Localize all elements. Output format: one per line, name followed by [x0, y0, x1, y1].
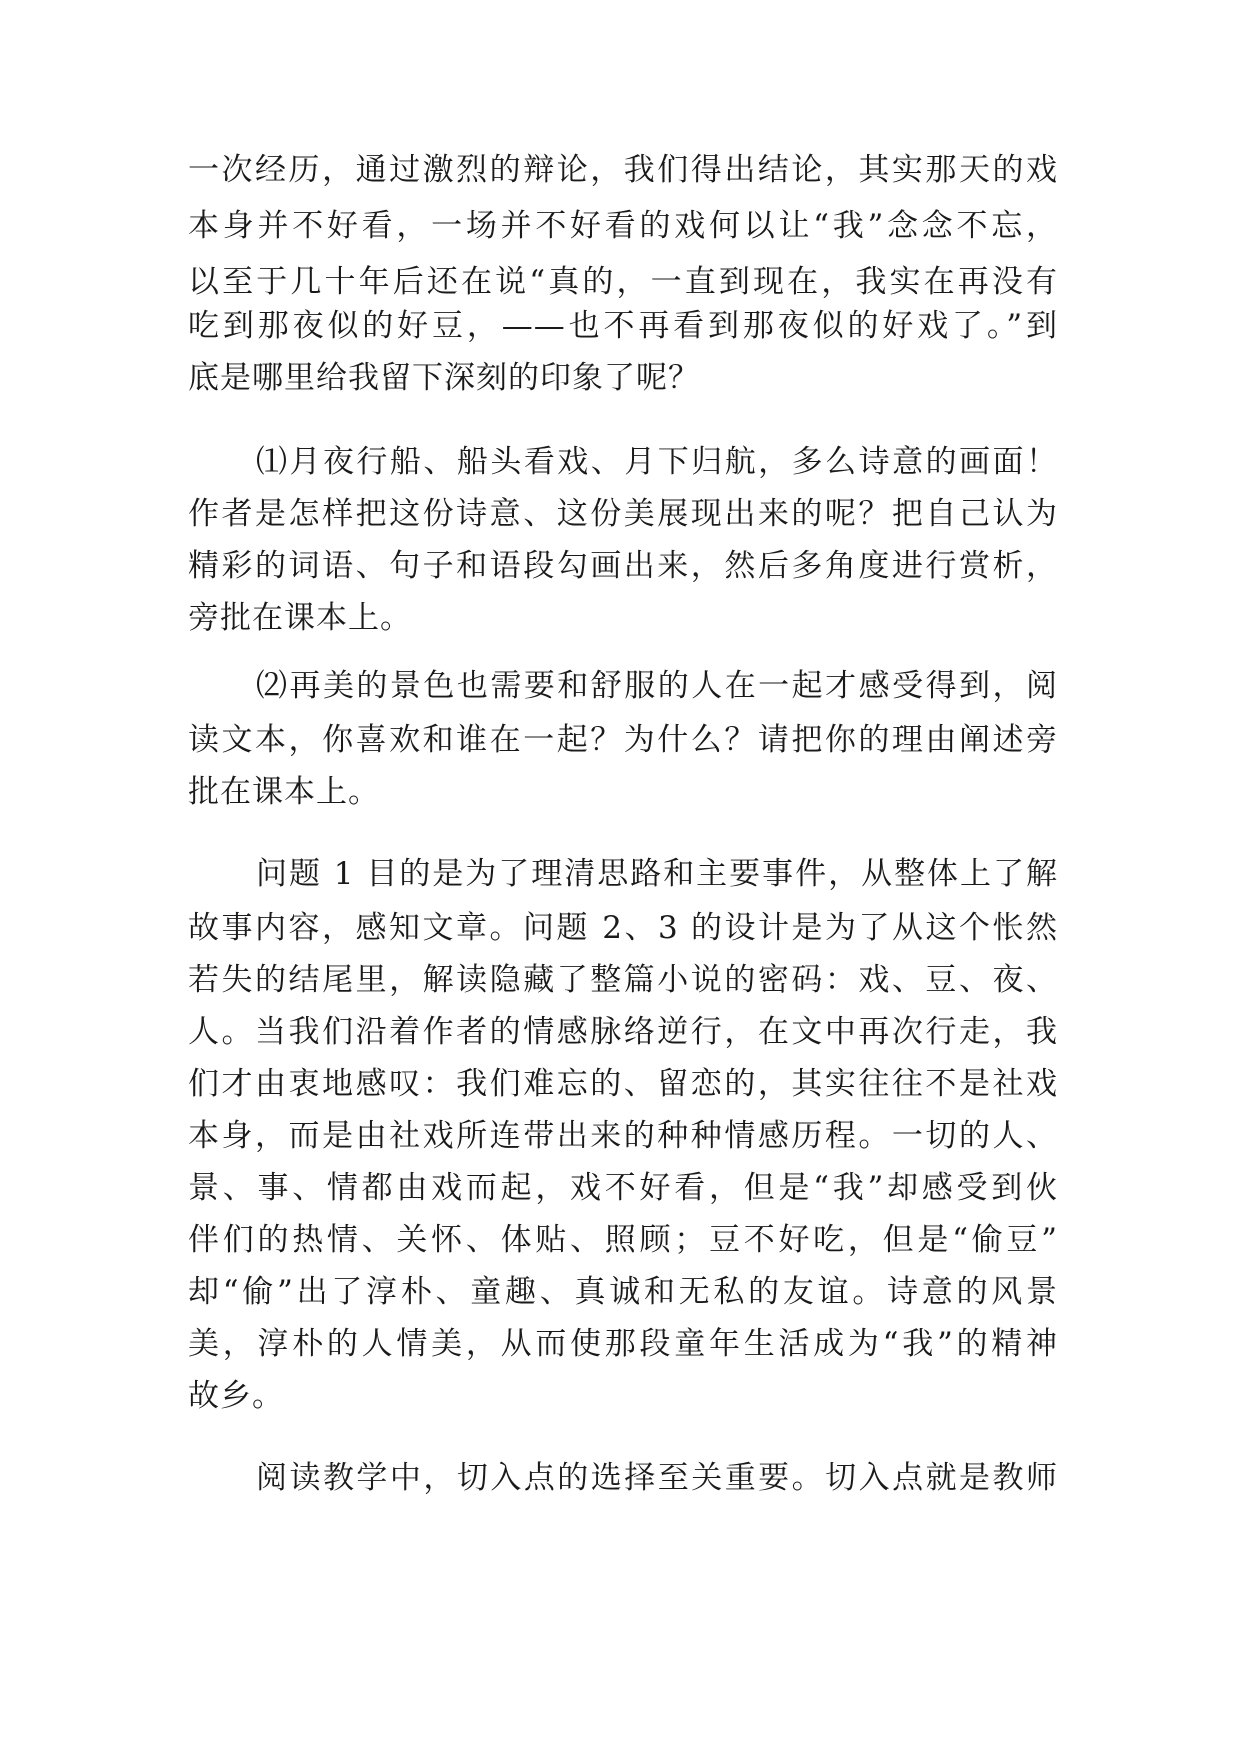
text-line: 故事内容，感知文章。问题 2、3 的设计是为了从这个怅然: [188, 910, 1058, 946]
text-line: 本身，而是由社戏所连带出来的种种情感历程。一切的人、: [188, 1118, 1058, 1154]
paragraph-first-line: ⑵再美的景色也需要和舒服的人在一起才感受得到，阅: [256, 668, 1058, 704]
text-line: 批在课本上。: [188, 774, 380, 810]
text-line: 读文本，你喜欢和谁在一起？为什么？请把你的理由阐述旁: [188, 722, 1058, 758]
text-line: 美，淳朴的人情美，从而使那段童年生活成为“我”的精神: [188, 1326, 1058, 1362]
text-line: 本身并不好看，一场并不好看的戏何以让“我”念念不忘，: [188, 208, 1058, 244]
paragraph-first-line: ⑴月夜行船、船头看戏、月下归航，多么诗意的画面！: [256, 444, 1058, 480]
text-line: 以至于几十年后还在说“真的，一直到现在，我实在再没有: [188, 264, 1058, 300]
text-line: 底是哪里给我留下深刻的印象了呢？: [188, 360, 700, 396]
text-line: 却“偷”出了淳朴、童趣、真诚和无私的友谊。诗意的风景: [188, 1274, 1058, 1310]
text-line: 一次经历，通过激烈的辩论，我们得出结论，其实那天的戏: [188, 152, 1058, 188]
text-line: 精彩的词语、句子和语段勾画出来，然后多角度进行赏析，: [188, 548, 1058, 584]
text-line: 人。当我们沿着作者的情感脉络逆行，在文中再次行走，我: [188, 1014, 1058, 1050]
text-line: 伴们的热情、关怀、体贴、照顾；豆不好吃，但是“偷豆”: [188, 1222, 1058, 1258]
text-line: 们才由衷地感叹：我们难忘的、留恋的，其实往往不是社戏: [188, 1066, 1058, 1102]
paragraph-first-line: 阅读教学中，切入点的选择至关重要。切入点就是教师: [256, 1460, 1058, 1496]
text-line: 吃到那夜似的好豆，——也不再看到那夜似的好戏了。”到: [188, 308, 1058, 344]
paragraph-first-line: 问题 1 目的是为了理清思路和主要事件，从整体上了解: [256, 856, 1058, 892]
text-line: 故乡。: [188, 1378, 284, 1414]
text-line: 景、事、情都由戏而起，戏不好看，但是“我”却感受到伙: [188, 1170, 1058, 1206]
text-line: 旁批在课本上。: [188, 600, 412, 636]
text-line: 若失的结尾里，解读隐藏了整篇小说的密码：戏、豆、夜、: [188, 962, 1058, 998]
text-line: 作者是怎样把这份诗意、这份美展现出来的呢？把自己认为: [188, 496, 1058, 532]
